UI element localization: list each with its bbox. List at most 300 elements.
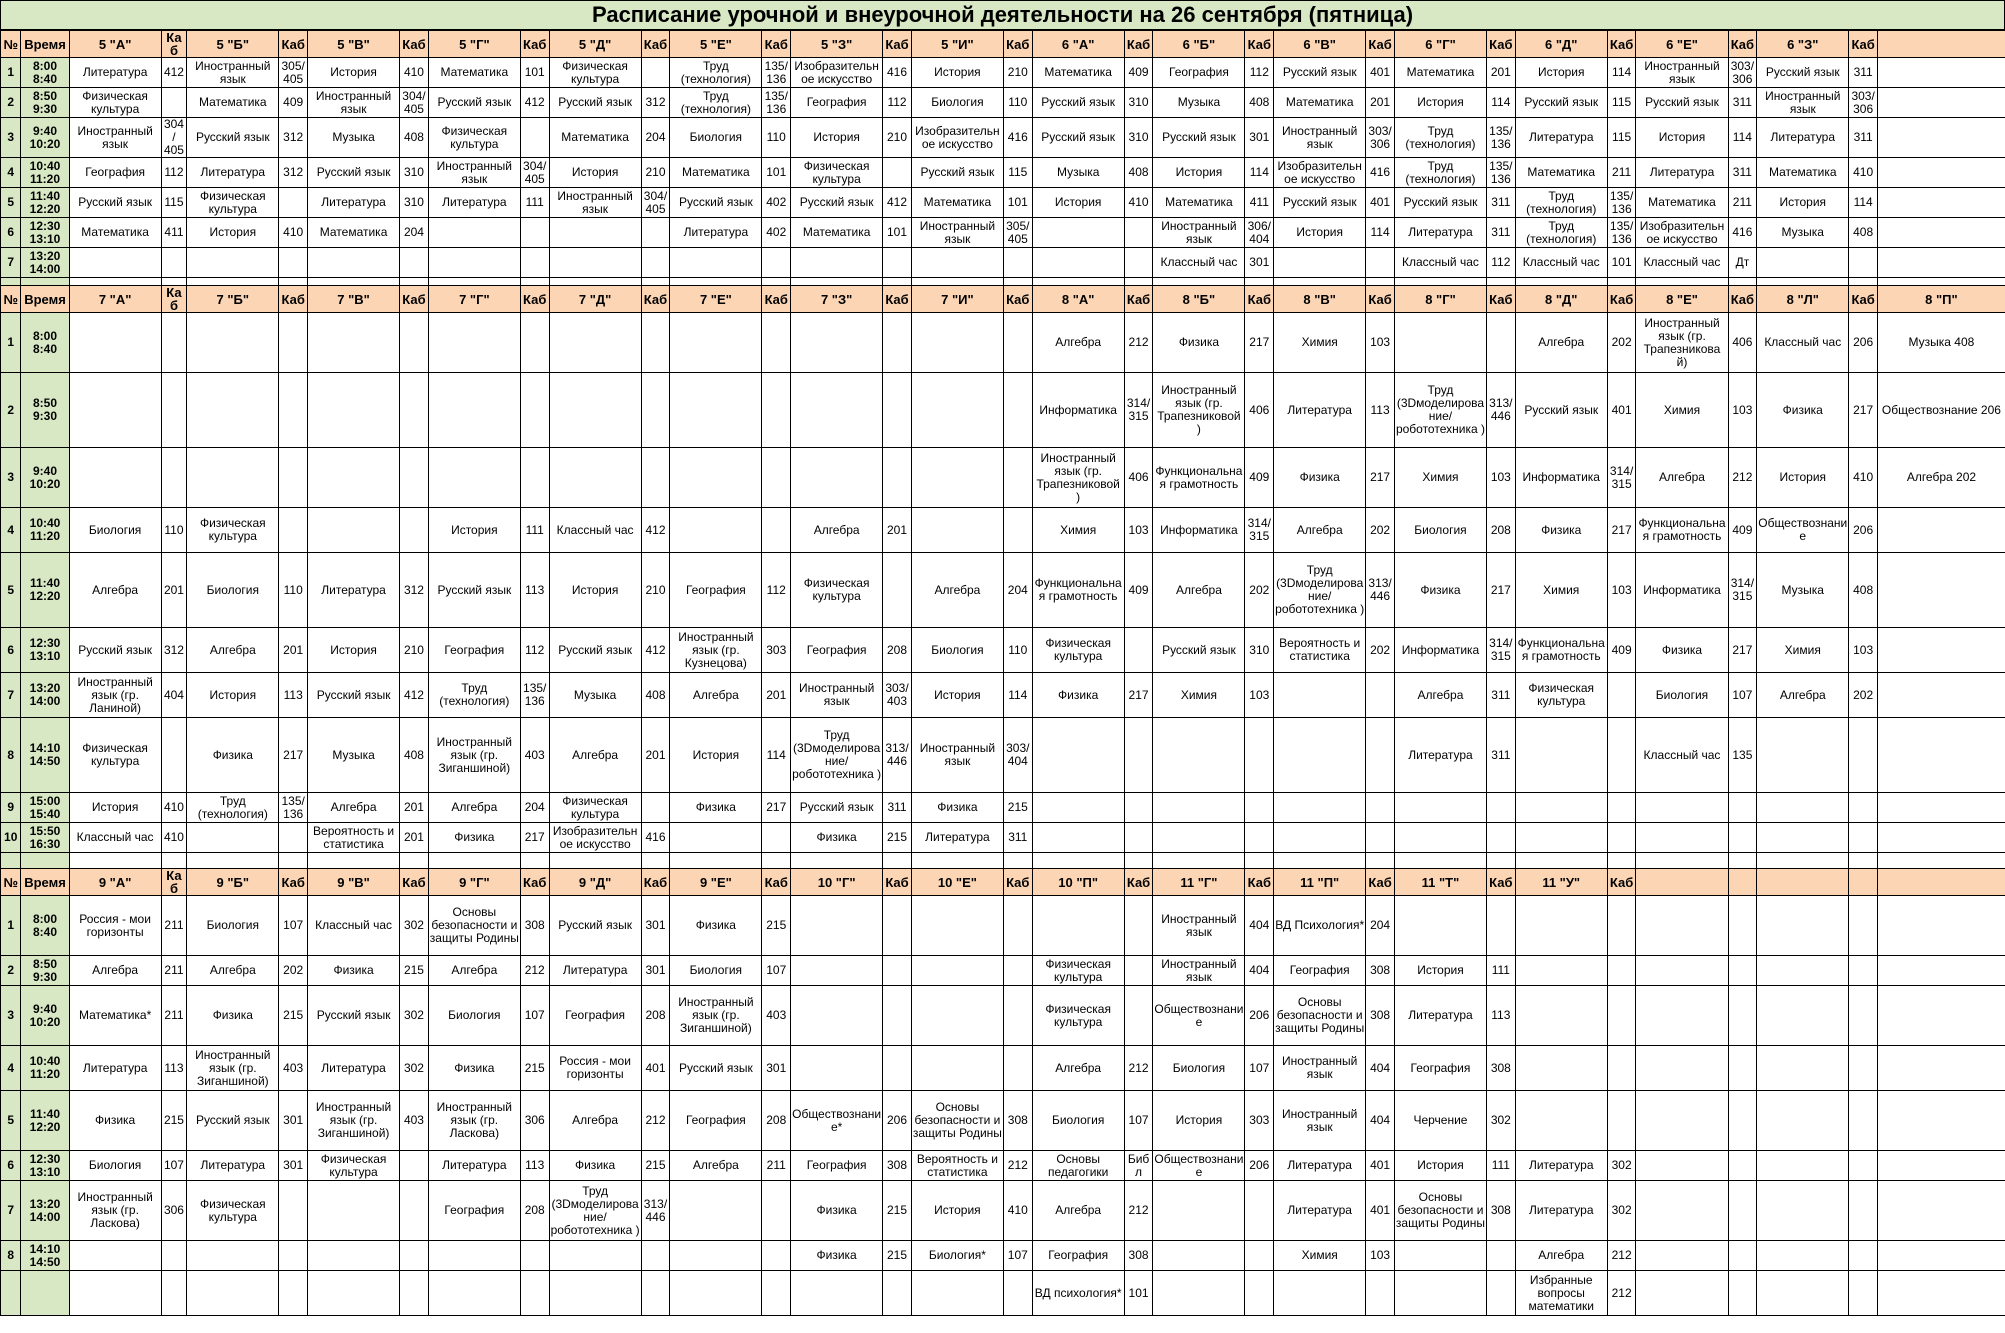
lesson-cell: Химия [1757,628,1849,673]
lesson-cell: Физическая культура [549,58,641,88]
lesson-cell [1394,1271,1486,1316]
room-cell: 217 [1728,628,1757,673]
room-cell [279,188,308,218]
room-cell: 110 [161,508,187,553]
header-class: 7 "И" [911,286,1003,313]
room-cell: 410 [1849,158,1878,188]
header-class: 6 "Г" [1394,31,1486,58]
lesson-time: 10:40 11:20 [21,158,69,188]
lesson-cell: Русский язык [670,188,762,218]
lesson-cell: Иностранный язык [308,88,400,118]
room-cell: 103 [1366,1241,1395,1271]
room-cell: 206 [1849,313,1878,373]
room-cell: 202 [279,956,308,986]
table-row [1,188,2005,218]
room-cell: 310 [1124,88,1153,118]
room-cell [1728,1241,1757,1271]
lesson-cell: Физика [187,718,279,793]
lesson-cell: Химия [1153,673,1245,718]
lesson-number: 2 [1,956,21,986]
lesson-cell: Физика [791,1181,883,1241]
lesson-cell: Музыка [308,718,400,793]
lesson-cell: Физика [791,823,883,853]
room-cell: 107 [1728,673,1757,718]
room-cell [400,313,429,373]
table-row [1,448,2005,508]
lesson-cell [670,508,762,553]
lesson-cell [1877,823,2005,853]
lesson-cell [1032,823,1124,853]
lesson-cell [1757,248,1849,278]
lesson-cell [1877,956,2005,986]
room-cell [1849,793,1878,823]
lesson-cell [1757,986,1849,1046]
lesson-cell: Русский язык [69,628,161,673]
room-cell: 306 [161,1181,187,1241]
lesson-number: 7 [1,248,21,278]
lesson-cell: География [69,158,161,188]
room-cell: 204 [1003,553,1032,628]
lesson-cell: Иностранный язык (гр. Ланиной) [69,673,161,718]
lesson-cell [1877,188,2005,218]
lesson-time: 8:50 9:30 [21,373,69,448]
room-cell [1124,628,1153,673]
lesson-cell [1757,823,1849,853]
lesson-cell [791,373,883,448]
room-cell: 311 [1487,673,1516,718]
room-cell: 301 [762,1046,791,1091]
lesson-cell: Труд (технология) [670,88,762,118]
room-cell: 114 [1245,158,1274,188]
table-row [1,58,2005,88]
lesson-cell: Изобразительное искусство [1636,218,1728,248]
room-cell [883,553,912,628]
lesson-cell [1636,793,1728,823]
room-cell: 408 [1849,553,1878,628]
room-cell: 404 [1245,896,1274,956]
room-cell: 408 [641,673,670,718]
header-class: 5 "Д" [549,31,641,58]
table-row [1,248,2005,278]
lesson-cell: Физическая культура [428,118,520,158]
lesson-cell: Алгебра [187,956,279,986]
lesson-cell: Вероятность и статистика [308,823,400,853]
table-row [1,823,2005,853]
lesson-cell: Вероятность и статистика [1274,628,1366,673]
room-cell: 303/ 306 [1849,88,1878,118]
lesson-cell: Русский язык [1153,628,1245,673]
room-cell: 410 [161,823,187,853]
lesson-cell: Классный час [69,823,161,853]
room-cell: 308 [1003,1091,1032,1151]
lesson-cell: Классный час [1757,313,1849,373]
lesson-time: 10:40 11:20 [21,508,69,553]
room-cell [762,1271,791,1316]
room-cell: 408 [1124,158,1153,188]
lesson-cell: Физика [187,986,279,1046]
room-cell: 110 [1003,88,1032,118]
lesson-cell [428,248,520,278]
header-class: 9 "Б" [187,869,279,896]
lesson-number [1,1271,21,1316]
room-cell [1728,1271,1757,1316]
header-class: 7 "А" [69,286,161,313]
lesson-cell: Биология [911,88,1003,118]
room-cell [520,313,549,373]
room-cell: 403 [279,1046,308,1091]
header-class: 7 "З" [791,286,883,313]
header-class: 5 "Г" [428,31,520,58]
lesson-time [21,1271,69,1316]
lesson-cell: Россия - мои горизонты [549,1046,641,1091]
lesson-cell [1274,673,1366,718]
table-row [1,986,2005,1046]
room-cell: 302 [1607,1151,1636,1181]
room-cell: 107 [520,986,549,1046]
room-cell: 201 [279,628,308,673]
header-time: Время [21,869,69,896]
room-cell: 311 [1003,823,1032,853]
room-cell: 416 [883,58,912,88]
lesson-number: 3 [1,986,21,1046]
room-cell [161,448,187,508]
lesson-cell: Информатика [1032,373,1124,448]
lesson-cell: Русский язык [428,553,520,628]
lesson-cell [549,373,641,448]
lesson-cell: Математика [549,118,641,158]
lesson-cell [1153,718,1245,793]
lesson-cell: Литература [549,956,641,986]
lesson-cell: История [187,218,279,248]
room-cell [520,248,549,278]
lesson-cell: Алгебра [549,718,641,793]
room-cell: 208 [641,986,670,1046]
lesson-number: 1 [1,896,21,956]
lesson-cell: Физическая культура [187,508,279,553]
lesson-cell [670,373,762,448]
lesson-cell: Русский язык [1515,373,1607,448]
room-cell [279,823,308,853]
room-cell: 215 [883,1181,912,1241]
header-class: 5 "Б" [187,31,279,58]
lesson-cell [187,1271,279,1316]
header-room: Каб [641,869,670,896]
room-cell: 302 [400,986,429,1046]
room-cell [161,1271,187,1316]
room-cell [520,218,549,248]
lesson-cell: Русский язык [308,673,400,718]
lesson-cell: Математика [308,218,400,248]
header-class: 11 "П" [1274,869,1366,896]
room-cell: 215 [161,1091,187,1151]
header-room: Каб [520,286,549,313]
room-cell [1003,1271,1032,1316]
room-cell [641,58,670,88]
header-class: 7 "Д" [549,286,641,313]
lesson-cell: Русский язык [1636,88,1728,118]
lesson-cell: История [1515,58,1607,88]
lesson-cell: Литература [428,188,520,218]
lesson-cell: Физическая культура [1032,956,1124,986]
lesson-cell: Алгебра [1757,673,1849,718]
room-cell: 406 [1124,448,1153,508]
room-cell: 416 [1728,218,1757,248]
lesson-cell: География [791,88,883,118]
lesson-cell: Математика [1153,188,1245,218]
lesson-cell: Русский язык [428,88,520,118]
lesson-number: 4 [1,508,21,553]
lesson-time: 12:30 13:10 [21,1151,69,1181]
room-cell [1849,823,1878,853]
lesson-cell: История [1153,1091,1245,1151]
lesson-cell: Русский язык [549,628,641,673]
lesson-number: 2 [1,373,21,448]
room-cell [1003,508,1032,553]
lesson-cell: История [1757,188,1849,218]
lesson-cell: Классный час [1515,248,1607,278]
room-cell: 212 [520,956,549,986]
room-cell: 410 [1849,448,1878,508]
room-cell [1849,1241,1878,1271]
room-cell [883,313,912,373]
lesson-cell: Литература [1515,118,1607,158]
header-class [1877,869,2005,896]
room-cell: 302 [400,896,429,956]
header-time: Время [21,286,69,313]
lesson-cell: Физика [1636,628,1728,673]
lesson-cell [911,373,1003,448]
room-cell [883,896,912,956]
header-class: 11 "Г" [1153,869,1245,896]
lesson-cell: Математика [1274,88,1366,118]
room-cell: 314/ 315 [1124,373,1153,448]
room-cell [641,373,670,448]
room-cell: 403 [400,1091,429,1151]
header-room: Каб [279,869,308,896]
room-cell: 201 [1366,88,1395,118]
room-cell [883,448,912,508]
room-cell: 312 [400,553,429,628]
lesson-number: 8 [1,718,21,793]
lesson-cell: Математика [428,58,520,88]
room-cell: 135/ 136 [762,88,791,118]
header-time: Время [21,31,69,58]
table-row [1,956,2005,986]
room-cell: 301 [279,1091,308,1151]
lesson-cell: Математика [69,218,161,248]
room-cell: 402 [762,218,791,248]
lesson-time: 8:50 9:30 [21,956,69,986]
lesson-cell: Русский язык [1394,188,1486,218]
room-cell: 411 [161,218,187,248]
room-cell: 301 [279,1151,308,1181]
lesson-cell: Математика [187,88,279,118]
lesson-cell: Литература [1515,1181,1607,1241]
lesson-cell [1877,1271,2005,1316]
room-cell: Дт [1728,248,1757,278]
room-cell: 403 [520,718,549,793]
lesson-cell: Иностранный язык [187,58,279,88]
lesson-cell: Литература [308,188,400,218]
header-class: 9 "Е" [670,869,762,896]
room-cell [1607,986,1636,1046]
room-cell: 111 [520,188,549,218]
room-cell: 314/ 315 [1487,628,1516,673]
lesson-cell: Литература [1274,1151,1366,1181]
lesson-cell [187,448,279,508]
lesson-cell: Иностранный язык [428,158,520,188]
room-cell: 305/ 405 [279,58,308,88]
lesson-cell [187,313,279,373]
lesson-cell: Русский язык [1274,58,1366,88]
room-cell [161,313,187,373]
schedule-table-grades-7-8 [0,285,2005,873]
lesson-time: 13:20 14:00 [21,1181,69,1241]
room-cell [279,313,308,373]
lesson-cell: Информатика [1636,553,1728,628]
lesson-number: 5 [1,188,21,218]
lesson-time: 11:40 12:20 [21,1091,69,1151]
lesson-cell: Информатика [1153,508,1245,553]
room-cell [762,1241,791,1271]
lesson-cell: Биология [187,553,279,628]
lesson-time: 8:00 8:40 [21,58,69,88]
lesson-cell: Иностранный язык [1274,1046,1366,1091]
header-room: Каб [1366,31,1395,58]
lesson-cell: Алгебра [1032,313,1124,373]
room-cell: 310 [1124,118,1153,158]
header-class: 8 "Л" [1757,286,1849,313]
room-cell: 311 [883,793,912,823]
lesson-cell: Труд (технология) [1515,188,1607,218]
lesson-cell [791,448,883,508]
lesson-time: 12:30 13:10 [21,628,69,673]
lesson-cell [69,448,161,508]
lesson-cell: История [187,673,279,718]
room-cell [1849,986,1878,1046]
lesson-cell [791,986,883,1046]
lesson-cell [1877,896,2005,956]
room-cell [1849,248,1878,278]
lesson-cell: Алгебра [1153,553,1245,628]
lesson-cell: История [1394,88,1486,118]
header-room: Каб [400,869,429,896]
room-cell [400,1181,429,1241]
lesson-cell [1032,218,1124,248]
room-cell: 306 [520,1091,549,1151]
lesson-cell [1394,793,1486,823]
room-cell: 135/ 136 [1487,118,1516,158]
lesson-cell [791,248,883,278]
room-cell: 409 [1607,628,1636,673]
room-cell: 212 [1124,1181,1153,1241]
lesson-cell: Физическая культура [791,553,883,628]
room-cell: 113 [161,1046,187,1091]
lesson-cell [1877,793,2005,823]
lesson-cell: Труд (3Dмоделирование/ робототехника ) [1274,553,1366,628]
room-cell [279,1241,308,1271]
room-cell: 401 [641,1046,670,1091]
lesson-cell [187,823,279,853]
room-cell [1728,1091,1757,1151]
room-cell [161,373,187,448]
room-cell: 114 [1003,673,1032,718]
lesson-cell: Классный час [1153,248,1245,278]
room-cell [1487,1241,1516,1271]
lesson-cell [1636,1091,1728,1151]
lesson-time: 13:20 14:00 [21,673,69,718]
lesson-cell [428,373,520,448]
lesson-cell: География [1032,1241,1124,1271]
room-cell: 202 [1607,313,1636,373]
room-cell: 304/ 405 [400,88,429,118]
lesson-cell [1877,1091,2005,1151]
lesson-cell [1757,718,1849,793]
room-cell: 112 [762,553,791,628]
room-cell: 111 [1487,956,1516,986]
lesson-cell: Алгебра [791,508,883,553]
room-cell: 408 [400,118,429,158]
room-cell [1124,956,1153,986]
header-room: Каб [520,869,549,896]
lesson-cell: Труд (технология) [1394,118,1486,158]
lesson-cell: Алгебра [69,956,161,986]
lesson-cell [1757,1181,1849,1241]
lesson-cell: Иностранный язык (гр. Ласкова) [428,1091,520,1151]
room-cell: 408 [1849,218,1878,248]
lesson-cell: История [308,58,400,88]
room-cell: 310 [400,158,429,188]
lesson-cell: География [428,1181,520,1241]
lesson-cell: Русский язык [911,158,1003,188]
lesson-cell: Алгебра [1394,673,1486,718]
lesson-cell: Литература [308,1046,400,1091]
room-cell [1728,823,1757,853]
room-cell [1124,248,1153,278]
lesson-time: 14:10 14:50 [21,718,69,793]
header-class [1636,869,1728,896]
lesson-cell: Классный час [1636,718,1728,793]
lesson-cell: Русский язык [187,118,279,158]
lesson-cell: Русский язык [1274,188,1366,218]
lesson-number: 4 [1,158,21,188]
room-cell [1607,673,1636,718]
room-cell [520,118,549,158]
schedule-table-grades-5-6 [0,30,2005,298]
lesson-cell [1636,1151,1728,1181]
lesson-cell: Русский язык [549,88,641,118]
lesson-cell [1515,793,1607,823]
room-cell: 401 [1366,1151,1395,1181]
room-cell: 404 [161,673,187,718]
room-cell: 312 [279,118,308,158]
header-room: Каб [1003,286,1032,313]
room-cell [641,448,670,508]
lesson-cell: Литература [1274,373,1366,448]
lesson-cell [549,1271,641,1316]
table-row [1,1091,2005,1151]
lesson-cell: Литература [428,1151,520,1181]
lesson-cell: Биология [670,956,762,986]
table-row [1,508,2005,553]
room-cell: 112 [520,628,549,673]
room-cell: 217 [1124,673,1153,718]
room-cell [1487,896,1516,956]
room-cell: 215 [883,823,912,853]
room-cell: 202 [1366,628,1395,673]
room-cell: 311 [1728,88,1757,118]
lesson-cell: Биология [187,896,279,956]
